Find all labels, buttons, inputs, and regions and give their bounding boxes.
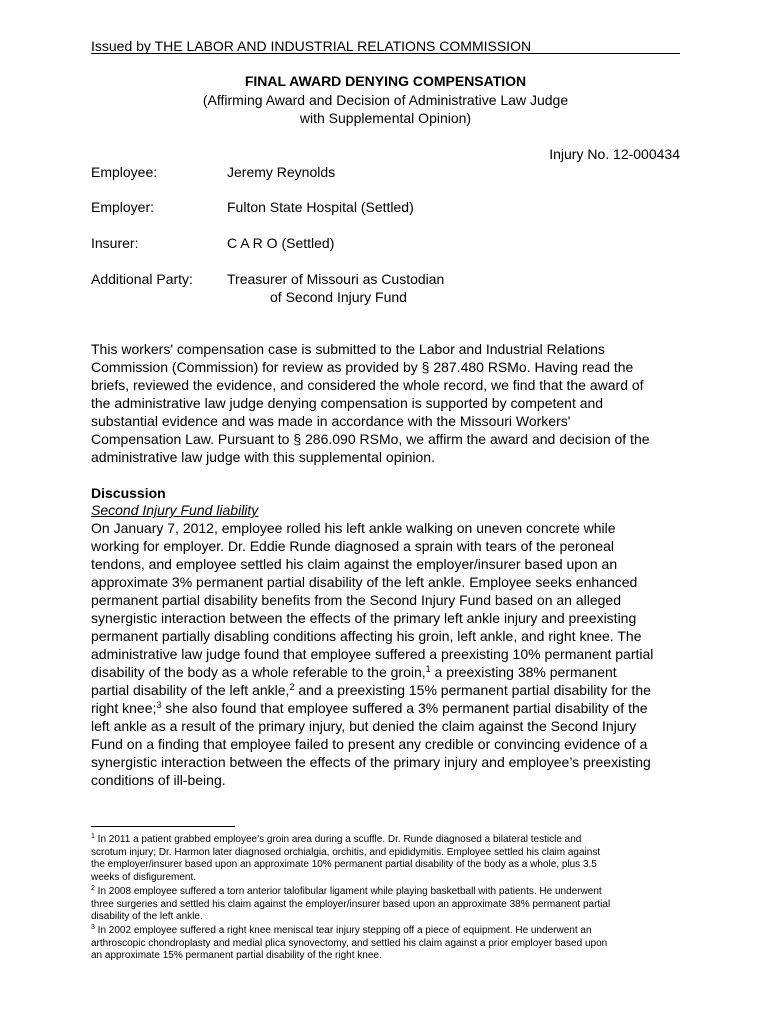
injury-number: Injury No. 12-000434	[549, 146, 680, 162]
employee-value: Jeremy Reynolds	[227, 164, 336, 180]
additional-party-value: Treasurer of Missouri as Custodian	[227, 271, 445, 287]
footnote-number: 2	[91, 885, 95, 892]
intro-line: Commission (Commission) for review as provided by § 287.480 RSMo. Having read the	[91, 359, 634, 375]
discussion-line: Fund on a finding that employee failed to present any credible or convincing evidence of a	[91, 736, 648, 752]
discussion-line: working for employer. Dr. Eddie Runde diagnosed a sprain with tears of the peroneal	[91, 538, 614, 554]
footnote-number: 3	[91, 924, 95, 931]
discussion-heading: Discussion	[91, 485, 166, 501]
intro-line: administrative law judge with this supplemental opinion.	[91, 449, 435, 465]
discussion-line: left ankle as a result of the primary injury, but denied the claim against the Second Injury	[91, 718, 637, 734]
employee-label: Employee:	[91, 164, 158, 180]
document-subtitle-line-2: with Supplemental Opinion)	[299, 110, 472, 126]
discussion-paragraph	[91, 519, 701, 789]
discussion-line: approximate 3% permanent partial disability of the left ankle. Employee seeks enhanced	[91, 574, 638, 590]
additional-party-label: Additional Party:	[91, 271, 193, 287]
discussion-line: permanent partial disability benefits from the Second Injury Fund based on an alleged	[91, 592, 621, 608]
issued-by-header: Issued by THE LABOR AND INDUSTRIAL RELATIONS COMMISSION	[91, 38, 532, 54]
insurer-value: C A R O (Settled)	[227, 235, 335, 251]
document-title: FINAL AWARD DENYING COMPENSATION	[244, 73, 527, 89]
discussion-line: tendons, and employee settled his claim against the employer/insurer based upon an	[91, 556, 618, 572]
discussion-line: right knee;$^3$ she also found that employee suffered a 3% permanent partial disability of the	[91, 700, 648, 716]
footnote-ref-1: 1	[425, 664, 431, 674]
footnote-separator	[91, 826, 235, 827]
discussion-line: On January 7, 2012, employee rolled his left ankle walking on uneven concrete while	[91, 520, 616, 536]
employer-label: Employer:	[91, 199, 155, 215]
intro-line: substantial evidence and was made in accordance with the Missouri Workers'	[91, 413, 571, 429]
discussion-line: synergistic interaction between the effects of the primary injury and employee’s preexisting	[91, 754, 651, 770]
header-underline	[91, 53, 680, 54]
discussion-line: partial disability of the left ankle,$^2$ and a preexisting 15% permanent partial disability for the	[91, 682, 651, 698]
footnote-2: $^2$ In 2008 employee suffered a torn anterior talofibular ligament while playing basketball with patients. He underwent three surgeries and settled his claim against the employer/insurer based upon an approximate 38% permanent partial disability of the left ankle.	[91, 885, 611, 922]
insurer-label: Insurer:	[91, 235, 139, 251]
intro-line: Compensation Law. Pursuant to § 286.090 RSMo, we affirm the award and decision of the	[91, 431, 650, 447]
footnote-ref-3: 3	[156, 700, 162, 710]
discussion-line: conditions of ill-being.	[91, 772, 226, 788]
employer-value: Fulton State Hospital (Settled)	[227, 199, 414, 215]
intro-line: This workers' compensation case is submitted to the Labor and Industrial Relations	[91, 341, 605, 357]
footnote-ref-2: 2	[289, 682, 295, 692]
footnote-number: 1	[91, 833, 95, 840]
discussion-line: disability of the body as a whole referable to the groin,$^1$ a preexisting 38% permanent	[91, 664, 617, 680]
discussion-line: administrative law judge found that employee suffered a preexisting 10% permanent partial	[91, 646, 654, 662]
second-injury-fund-subheading: Second Injury Fund liability	[91, 502, 259, 518]
discussion-line: permanent partially disabling conditions affecting his groin, left ankle, and right knee. The	[91, 628, 642, 644]
intro-line: briefs, reviewed the evidence, and considered the whole record, we find that the award of	[91, 377, 644, 393]
intro-paragraph	[91, 340, 701, 466]
discussion-line: synergistic interaction between the effects of the primary left ankle injury and preexisting	[91, 610, 637, 626]
additional-party-value-line-2: of Second Injury Fund	[270, 289, 407, 305]
document-subtitle-line-1: (Affirming Award and Decision of Administrative Law Judge	[202, 92, 569, 108]
footnote-1: $^1$ In 2011 a patient grabbed employee’s groin area during a scuffle. Dr. Runde diagnosed a bilateral testicle and scrotum injury; Dr. Harmon later diagnosed orchialgia, orchitis, and epididymitis. Employee settled his claim against the employer/insurer based upon an approximate 10% permanent partial disability of the body as a whole, plus 3.5 weeks of disfigurement.	[91, 833, 601, 883]
footnote-3: $^3$ In 2002 employee suffered a right knee meniscal tear injury stepping off a piece of equipment. He underwent an arthroscopic chondroplasty and medial plica synovectomy, and settled his claim against a prior employer based upon an approximate 15% permanent partial disability of the right knee.	[91, 924, 608, 961]
intro-line: the administrative law judge denying compensation is supported by competent and	[91, 395, 604, 411]
